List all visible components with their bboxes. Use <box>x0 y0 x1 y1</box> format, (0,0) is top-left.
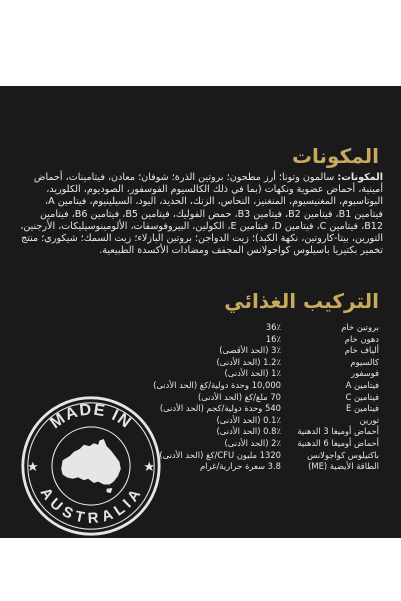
made-in-australia-badge <box>20 395 162 537</box>
black-info-panel <box>0 86 401 538</box>
nutrient-name: دهون خام <box>344 333 379 344</box>
nutrient-value: 3٪ (الحد الأقصى) <box>219 345 281 356</box>
nutrient-name: فيتامين E <box>346 403 379 414</box>
nutrient-value: 1320 مليون CFU/كغ (الحد الأدنى) <box>159 449 281 460</box>
nutrient-value: 10,000 وحدة دولية/كغ (الحد الأدنى) <box>153 379 281 390</box>
nutrient-name: باكتيلوس كواجولانس <box>307 449 379 460</box>
ingredients-label: المكونات: <box>337 172 383 183</box>
nutrient-name: كالسيوم <box>350 356 379 367</box>
nutrition-row <box>119 380 379 392</box>
nutrition-row <box>119 345 379 357</box>
star-icon <box>144 462 154 471</box>
nutrient-name: تورين <box>359 414 379 425</box>
nutrient-name: فيتامين C <box>345 391 379 402</box>
nutrient-name: فيتامين A <box>345 379 379 390</box>
nutrient-name: أحماض أوميغا 3 الدهنية <box>297 426 379 437</box>
nutrient-name: أحماض أوميغا 6 الدهنية <box>297 437 379 448</box>
ingredients-paragraph <box>18 172 383 257</box>
nutrient-value: 0.8٪ (الحد الأدنى) <box>216 426 281 437</box>
nutrient-value: 1٪ (الحد الأدنى) <box>224 368 281 379</box>
nutrient-name: بروتين خام <box>341 322 379 332</box>
nutrition-row <box>119 368 379 380</box>
australia-map-icon <box>61 439 121 493</box>
star-icon <box>28 462 38 471</box>
nutrient-name: ألياف خام <box>344 345 379 356</box>
nutrient-name: فوسفور <box>351 368 379 379</box>
ingredients-text: سالمون وتونا؛ أرز مطحون؛ بروتين الذرة؛ شوفان؛ معادن، فيتامينات، أحماض أمينية، أحماض عضوية ونكهات (بما في ذلك الكالسيوم الفوسفور، الصوديوم، الكلوريد، البوتاسيوم، المغنيسيوم، المنغنيز، النحاس، الزنك، الحديد، اليود، السيلينيوم، فيتامين A، فيتامين B1، فيتامين B2، فيتامين B3، حمض الفوليك، فيتامين B5، فيتامين B6، فيتامين B12، فيتامين C، فيتامين D، فيتامين E، الكولين، البيروفوسفات، الألومينوسيليكات، الأرجنين، التورين، بيتا-كاروتين، نكهة الكبد)؛ زيت الدواجن؛ بروتين البازلاء؛ زيت السمك؛ شيكوري؛ منتج تخمير بكتيريا باسيلوس كواجولانس المجفف ومضادات الأكسدة الطبيعية. <box>20 172 383 257</box>
nutrient-name: الطاقة الأيضية (ME) <box>308 461 379 472</box>
nutrient-value: 2٪ (الحد الأدنى) <box>224 437 281 448</box>
nutrient-value: 1.2٪ (الحد الأدنى) <box>216 356 281 367</box>
nutrient-value: 70 ملغ/كغ (الحد الأدنى) <box>197 391 281 402</box>
nutrient-value: 0.1٪ (الحد الأدنى) <box>216 414 281 425</box>
badge-bottom-text: AUSTRALIA <box>36 485 146 527</box>
nutrient-value: 16٪ <box>265 333 281 344</box>
ingredients-title: المكونات <box>291 144 379 168</box>
nutrient-value: 540 وحدة دولية/كجم (الحد الأدنى) <box>159 403 281 414</box>
nutrition-row <box>119 334 379 346</box>
nutrition-row <box>119 322 379 334</box>
nutrition-row <box>119 357 379 369</box>
nutrient-value: 3.8 سعرة حرارية/غرام <box>199 461 281 472</box>
svg-text:AUSTRALIA <box>37 485 145 527</box>
nutrient-value: 36٪ <box>265 322 281 332</box>
badge-top-text: MADE IN <box>46 400 136 433</box>
nutrition-title: التركيب الغذائي <box>224 289 379 313</box>
